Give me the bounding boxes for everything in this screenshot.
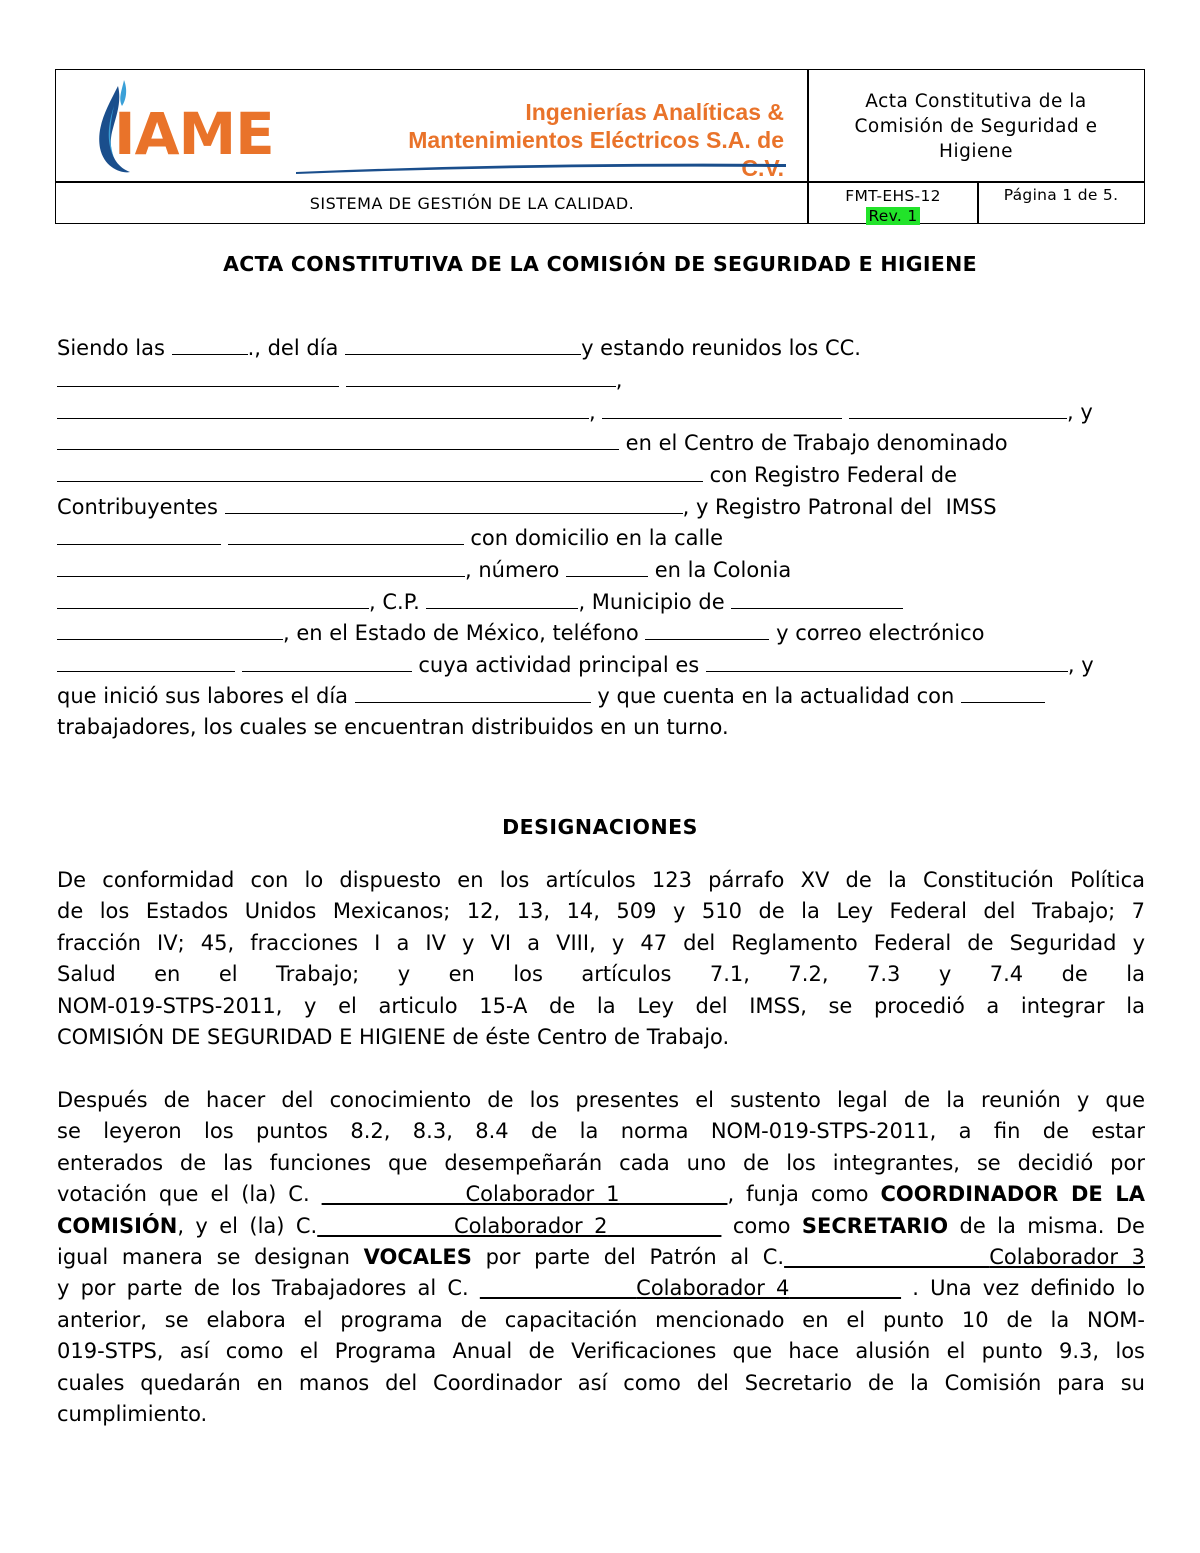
intro-line-7: con domicilio en la calle [57,522,723,555]
paragraph-line: se leyeron los puntos 8.2, 8.3, 8.4 de la norma NOM-019-STPS-2011, a fin de estar [57,1119,1145,1144]
hour-blank[interactable] [172,332,248,355]
designaciones-paragraph-2 [57,1085,1145,1430]
intro-line-6: Contribuyentes , y Registro Patronal del IMSS [57,491,997,524]
secretary-name[interactable]: Colaborador 2 [453,1213,608,1238]
revision-badge: Rev. 1 [868,207,918,225]
name-blank[interactable] [849,396,1067,419]
header-doc-title: Acta Constitutiva de la Comisión de Seguridad e Higiene [854,90,1098,162]
municipality-blank[interactable] [731,586,903,609]
paragraph-line: COMISIÓN, y el (la) C. Colaborador 2 como SECRETARIO de la misma. De [57,1213,1145,1238]
form-code-cell [808,182,978,223]
email-blank[interactable] [242,649,412,672]
paragraph-line: cumplimiento. [57,1401,208,1426]
name-blank[interactable] [602,396,842,419]
paragraph-line: 019-STPS, así como el Programa Anual de Verificaciones que hace alusión el punto 9.3, los [57,1339,1145,1364]
designaciones-title: DESIGNACIONES [502,815,698,839]
logo-wordmark: IAME [114,100,274,168]
logo-swoosh-icon [296,156,786,176]
paragraph-line: de los Estados Unidos Mexicanos; 12, 13, 14, 509 y 510 de la Ley Federal del Trabajo; 7 [57,899,1145,924]
vocal-employer-name[interactable]: Colaborador 3 [989,1244,1145,1269]
name-blank[interactable] [57,427,619,450]
intro-line-1: Siendo las ., del día y estando reunidos los CC. [57,332,861,365]
quality-system-label: SISTEMA DE GESTIÓN DE LA CALIDAD. [309,194,635,213]
paragraph-line: enterados de las funciones que desempeñarán cada uno de los integrantes, se decidió por [57,1150,1145,1175]
form-code: FMT-EHS-12 [845,187,941,205]
paragraph-line: COMISIÓN DE SEGURIDAD E HIGIENE de éste Centro de Trabajo. [57,1024,730,1049]
document-title: ACTA CONSTITUTIVA DE LA COMISIÓN DE SEGURIDAD E HIGIENE [223,252,977,276]
paragraph-line: Salud en el Trabajo; y en los artículos 7.1, 7.2, 7.3 y 7.4 de la [57,962,1145,987]
paragraph-line: cuales quedarán en manos del Coordinador así como del Secretario de la Comisión para su [57,1370,1145,1395]
intro-line-9: , C.P. , Municipio de [57,586,903,619]
name-blank[interactable] [346,364,616,387]
paragraph-line: y por parte de los Trabajadores al C. Colaborador 4 . Una vez definido lo [57,1276,1145,1301]
paragraph-line: votación que el (la) C. ​ Colaborador 1 , funja como COORDINADOR DE LA [57,1182,1145,1207]
designaciones-paragraph-1 [57,865,1145,1053]
day-blank[interactable] [345,332,581,355]
workers-count-blank[interactable] [961,680,1045,703]
street-blank[interactable] [57,554,465,577]
paragraph-line: Después de hacer del conocimiento de los presentes el sustento legal de la reunión y que [57,1088,1145,1112]
email-blank[interactable] [57,649,235,672]
imss-blank[interactable] [57,522,221,545]
name-blank[interactable] [57,364,339,387]
imss-blank[interactable] [228,522,464,545]
logo-cell [56,70,808,182]
intro-line-5: con Registro Federal de [57,459,957,492]
intro-line-11: cuya actividad principal es , y [57,649,1094,682]
name-blank[interactable] [57,396,589,419]
cp-blank[interactable] [426,586,578,609]
municipality-blank[interactable] [57,617,283,640]
intro-line-10: , en el Estado de México, teléfono y correo electrónico [57,617,985,650]
intro-line-3: , , y [57,396,1093,429]
start-date-blank[interactable] [355,680,591,703]
phone-blank[interactable] [645,617,769,640]
colony-blank[interactable] [57,586,369,609]
paragraph-line: fracción IV; 45, fracciones I a IV y VI a VIII, y 47 del Reglamento Federal de Seguridad y [57,930,1145,955]
vocal-workers-name[interactable]: Colaborador 4 [636,1276,790,1301]
intro-line-12: que inició sus labores el día y que cuenta en la actualidad con [57,680,1045,713]
company-name-line-2: Mantenimientos Eléctricos S.A. de C.V. [408,127,784,181]
company-name-line-1: Ingenierías Analíticas & [525,99,784,125]
paragraph-line: NOM-019-STPS-2011, y el articulo 15-A de la Ley del IMSS, se procedió a integrar la [57,993,1145,1018]
page-number: Página 1 de 5. [1003,186,1119,204]
paragraph-line: anterior, se elabora el programa de capacitación mencionado en el punto 10 de la NOM- [57,1307,1145,1332]
header-table [55,69,1145,224]
paragraph-line: igual manera se designan VOCALES por parte del Patrón al C. Colaborador 3 [57,1244,1145,1269]
intro-line-2: , [57,364,622,397]
intro-line-13: trabajadores, los cuales se encuentran distribuidos en un turno. [57,715,729,739]
paragraph-line: De conformidad con lo dispuesto en los artículos 123 párrafo XV de la Constitución Política [57,868,1145,892]
activity-blank[interactable] [706,649,1068,672]
rfc-blank[interactable] [225,491,683,514]
workplace-name-blank[interactable] [57,459,703,482]
number-blank[interactable] [566,554,648,577]
coordinator-name[interactable]: ​ Colaborador 1 [321,1182,620,1207]
intro-line-4: en el Centro de Trabajo denominado [57,427,1008,460]
intro-line-8: , número en la Colonia [57,554,791,587]
